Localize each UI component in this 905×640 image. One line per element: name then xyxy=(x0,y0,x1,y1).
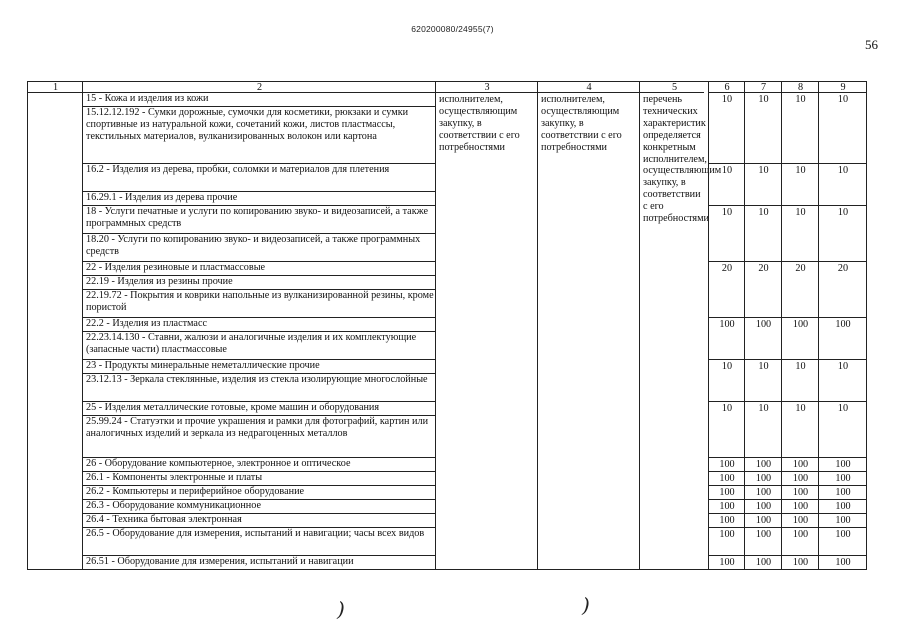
category-description: 22.19.72 - Покрытия и коврики напольные из вулканизированной резины, кроме пористой xyxy=(82,289,436,318)
value-cell: 100 xyxy=(708,555,745,570)
value-cell: 10 xyxy=(818,359,867,402)
column-number: 4 xyxy=(537,81,640,93)
value-cell: 10 xyxy=(781,163,819,206)
column-number: 6 xyxy=(708,81,745,93)
category-description: 22.23.14.130 - Ставни, жалюзи и аналогичные изделия и их комплектующие (запасные части) пластмассовые xyxy=(82,331,436,360)
column-number: 5 xyxy=(639,81,709,93)
value-cell: 100 xyxy=(744,513,782,528)
value-cell: 10 xyxy=(818,205,867,262)
category-description: 25 - Изделия металлические готовые, кроме машин и оборудования xyxy=(82,401,436,416)
value-cell: 100 xyxy=(744,555,782,570)
value-cell: 10 xyxy=(744,359,782,402)
value-cell: 100 xyxy=(708,513,745,528)
value-cell: 10 xyxy=(781,92,819,164)
category-description: 26 - Оборудование компьютерное, электронное и оптическое xyxy=(82,457,436,472)
value-cell: 10 xyxy=(818,92,867,164)
page-number: 56 xyxy=(865,37,878,52)
value-cell: 100 xyxy=(781,499,819,514)
value-cell: 100 xyxy=(744,457,782,472)
value-cell: 100 xyxy=(744,471,782,486)
value-cell: 10 xyxy=(781,359,819,402)
handwritten-mark: ) xyxy=(337,597,345,621)
value-cell: 10 xyxy=(744,163,782,206)
value-cell: 100 xyxy=(744,527,782,556)
value-cell: 100 xyxy=(708,457,745,472)
category-description: 16.2 - Изделия из дерева, пробки, соломки и материалов для плетения xyxy=(82,163,436,192)
category-description: 22.19 - Изделия из резины прочие xyxy=(82,275,436,290)
category-description: 22.2 - Изделия из пластмасс xyxy=(82,317,436,332)
value-cell: 100 xyxy=(818,555,867,570)
value-cell: 100 xyxy=(781,513,819,528)
category-description: 18.20 - Услуги по копированию звуко- и видеозаписей, а также программных средств xyxy=(82,233,436,262)
value-cell: 100 xyxy=(708,527,745,556)
value-cell: 100 xyxy=(781,317,819,360)
value-cell: 100 xyxy=(708,317,745,360)
value-cell: 100 xyxy=(818,513,867,528)
column-number: 1 xyxy=(27,81,83,93)
category-description: 16.29.1 - Изделия из дерева прочие xyxy=(82,191,436,206)
value-cell: 10 xyxy=(818,401,867,458)
value-cell: 10 xyxy=(744,92,782,164)
value-cell: 20 xyxy=(708,261,745,318)
category-description: 15 - Кожа и изделия из кожи xyxy=(82,92,436,107)
row-number-column xyxy=(27,92,83,570)
column-number: 8 xyxy=(781,81,819,93)
value-cell: 100 xyxy=(781,485,819,500)
value-cell: 10 xyxy=(744,205,782,262)
document-id: 620200080/24955(7) xyxy=(411,24,494,34)
value-cell: 100 xyxy=(818,317,867,360)
value-cell: 100 xyxy=(781,471,819,486)
value-cell: 100 xyxy=(744,499,782,514)
value-cell: 100 xyxy=(708,499,745,514)
column-number: 3 xyxy=(435,81,538,93)
handwritten-mark: ) xyxy=(582,593,590,617)
table-right-border xyxy=(866,81,867,570)
value-cell: 10 xyxy=(781,401,819,458)
column-5-merged-text: перечень технических характеристик определяется конкретным исполнителем, осуществляющим закупку, в соответствии с его потребностями xyxy=(639,92,704,570)
value-cell: 100 xyxy=(781,527,819,556)
value-cell: 100 xyxy=(818,471,867,486)
category-description: 26.51 - Оборудование для измерения, испытаний и навигации xyxy=(82,555,436,570)
value-cell: 20 xyxy=(781,261,819,318)
value-cell: 20 xyxy=(744,261,782,318)
value-cell: 100 xyxy=(708,485,745,500)
category-description: 23.12.13 - Зеркала стеклянные, изделия из стекла изолирующие многослойные xyxy=(82,373,436,402)
category-description: 25.99.24 - Статуэтки и прочие украшения и рамки для фотографий, картин или аналогичных изделий и зеркала из недрагоценных металлов xyxy=(82,415,436,458)
value-cell: 10 xyxy=(744,401,782,458)
value-cell: 100 xyxy=(818,499,867,514)
table-bottom-border xyxy=(27,569,867,570)
value-cell: 10 xyxy=(708,163,745,206)
value-cell: 100 xyxy=(781,457,819,472)
category-description: 15.12.12.192 - Сумки дорожные, сумочки для косметики, рюкзаки и сумки спортивные из натуральной кожи, сочетаний кожи, листов пластмассы, текстильных материалов, вулканизированных волокон или картона xyxy=(82,106,436,164)
category-description: 18 - Услуги печатные и услуги по копированию звуко- и видеозаписей, а также программных средств xyxy=(82,205,436,234)
column-4-merged-text: исполнителем, осуществляющим закупку, в соответствии с его потребностями xyxy=(537,92,640,570)
value-cell: 100 xyxy=(781,555,819,570)
value-cell: 100 xyxy=(818,457,867,472)
value-cell: 10 xyxy=(781,205,819,262)
value-cell: 10 xyxy=(818,163,867,206)
category-description: 26.1 - Компоненты электронные и платы xyxy=(82,471,436,486)
value-cell: 10 xyxy=(708,205,745,262)
category-description: 26.2 - Компьютеры и периферийное оборудование xyxy=(82,485,436,500)
category-description: 26.5 - Оборудование для измерения, испытаний и навигации; часы всех видов xyxy=(82,527,436,556)
category-description: 23 - Продукты минеральные неметаллические прочие xyxy=(82,359,436,374)
column-number: 9 xyxy=(818,81,867,93)
value-cell: 10 xyxy=(708,401,745,458)
column-3-merged-text: исполнителем, осуществляющим закупку, в соответствии с его потребностями xyxy=(435,92,538,570)
value-cell: 100 xyxy=(818,485,867,500)
category-description: 22 - Изделия резиновые и пластмассовые xyxy=(82,261,436,276)
category-description: 26.4 - Техника бытовая электронная xyxy=(82,513,436,528)
column-number: 7 xyxy=(744,81,782,93)
category-description: 26.3 - Оборудование коммуникационное xyxy=(82,499,436,514)
value-cell: 100 xyxy=(708,471,745,486)
value-cell: 100 xyxy=(744,317,782,360)
value-cell: 10 xyxy=(708,359,745,402)
value-cell: 100 xyxy=(818,527,867,556)
column-number: 2 xyxy=(82,81,436,93)
value-cell: 20 xyxy=(818,261,867,318)
value-cell: 10 xyxy=(708,92,745,164)
value-cell: 100 xyxy=(744,485,782,500)
